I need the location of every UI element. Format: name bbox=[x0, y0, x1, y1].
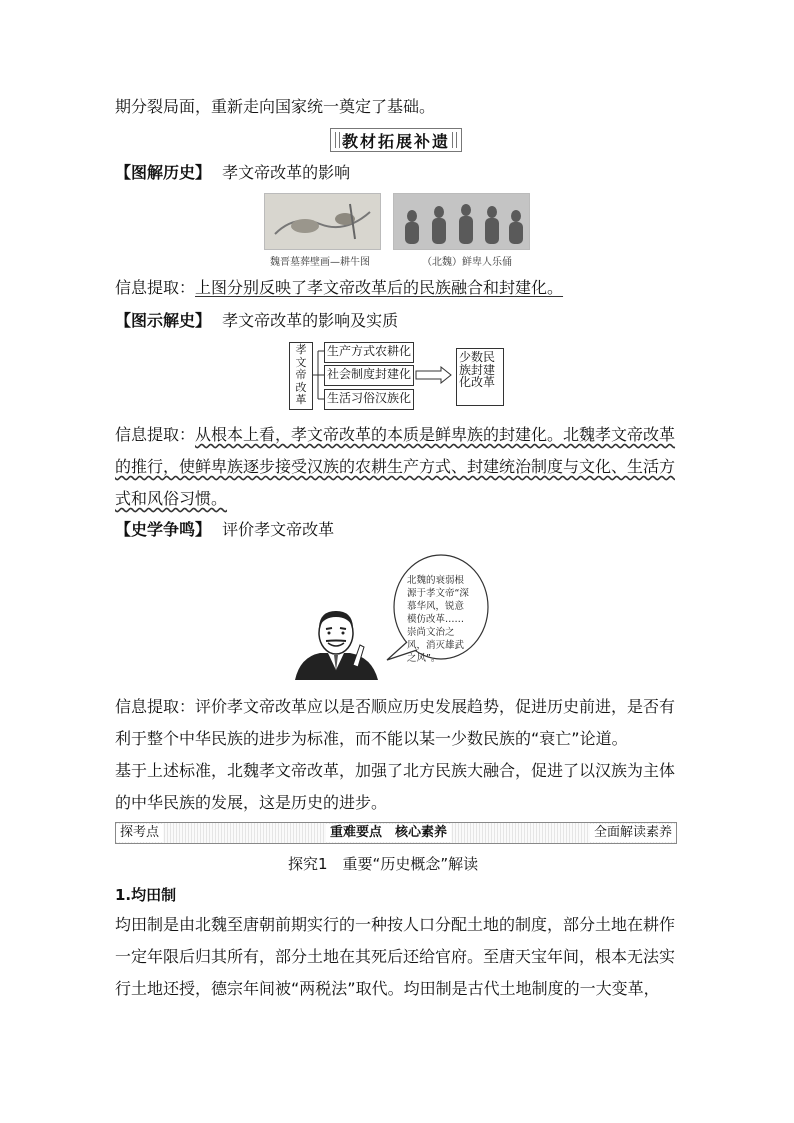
info2-line1 bbox=[115, 425, 675, 445]
body-line2: 一定年限后归其所有，部分土地在其死后还给官府。至唐天宝年间，根本无法实 bbox=[115, 947, 676, 966]
conclusion-line2: 的中华民族的发展，这是历史的进步。 bbox=[115, 793, 388, 812]
conclusion-line1: 基于上述标准，北魏孝文帝改革，加强了北方民族大融合，促进了以汉族为主体 bbox=[115, 761, 676, 780]
section1-tag: 【图解历史】 bbox=[115, 163, 212, 182]
topic-bar-left: 探考点 bbox=[116, 824, 163, 842]
diagram-item-1: 生产方式农耕化 bbox=[324, 342, 414, 363]
section2-title: 孝文帝改革的影响及实质 bbox=[222, 311, 399, 330]
item-heading: 1.均田制 bbox=[115, 886, 177, 904]
diagram-connectors bbox=[312, 340, 324, 410]
image1-caption: 魏晋墓葬壁画—耕牛图 bbox=[270, 257, 370, 268]
info2-line3: 式和风俗习惯。 bbox=[115, 489, 228, 508]
body-line3: 行土地还授，德宗年间被“两税法”取代。均田制是古代土地制度的一大变革， bbox=[115, 979, 660, 998]
info1-text: 上图分别反映了孝文帝改革后的民族融合和封建化。 bbox=[195, 278, 564, 297]
info1-line bbox=[115, 278, 563, 298]
intro-text: 期分裂局面，重新走向国家统一奠定了基础。 bbox=[115, 97, 436, 116]
image2-caption: （北魏）鲜卑人乐俑 bbox=[422, 257, 512, 268]
info2-text-1: 从根本上看，孝文帝改革的本质是鲜卑族的封建化。北魏孝文帝改革 bbox=[195, 425, 676, 444]
section3-heading bbox=[115, 520, 334, 540]
info3-line2: 利于整个中华民族的进步为标准，而不能以某一少数民族的“衰亡”论道。 bbox=[115, 729, 628, 748]
explore-title: 探究1 重要“历史概念”解读 bbox=[288, 855, 479, 873]
diagram-item-2: 社会制度封建化 bbox=[324, 365, 414, 386]
speech-bubble bbox=[385, 552, 490, 672]
section3-tag: 【史学争鸣】 bbox=[115, 520, 212, 539]
topic-bar-right: 全面解读素养 bbox=[590, 824, 676, 842]
reform-diagram bbox=[289, 340, 509, 410]
info2-line2: 的推行，使鲜卑族逐步接受汉族的农耕生产方式、封建统治制度与文化、生活方 bbox=[115, 457, 676, 476]
speech-bubble-text: 北魏的衰弱根源于孝文帝“深慕华风，锐意模仿改革……崇尚文治之风，消灭雄武之风”。 bbox=[407, 575, 469, 664]
topic-bar bbox=[115, 822, 677, 844]
section2-heading bbox=[115, 311, 398, 331]
oxen-mural-image bbox=[264, 193, 381, 250]
section3-title: 评价孝文帝改革 bbox=[222, 520, 335, 539]
section1-heading bbox=[115, 163, 350, 183]
section2-tag: 【图示解史】 bbox=[115, 311, 212, 330]
diagram-result-box: 少数民族封建化改革 bbox=[456, 348, 504, 406]
body-line1: 均田制是由北魏至唐朝前期实行的一种按人口分配土地的制度，部分土地在耕作 bbox=[115, 915, 676, 934]
info3-line1: 信息提取：评价孝文帝改革应以是否顺应历史发展趋势，促进历史前进，是否有 bbox=[115, 697, 676, 716]
diagram-arrow-icon bbox=[415, 366, 453, 384]
topic-bar-center: 重难要点 核心素养 bbox=[326, 824, 451, 842]
info2-label: 信息提取： bbox=[115, 425, 196, 444]
scholar-illustration bbox=[290, 605, 385, 680]
section-banner: 教材拓展补遗 bbox=[330, 128, 462, 152]
section1-title: 孝文帝改革的影响 bbox=[222, 163, 351, 182]
info1-label: 信息提取： bbox=[115, 278, 196, 297]
diagram-item-3: 生活习俗汉族化 bbox=[324, 389, 414, 410]
musician-figurines-image bbox=[393, 193, 530, 250]
diagram-left-box: 孝文帝改革 bbox=[289, 342, 313, 410]
